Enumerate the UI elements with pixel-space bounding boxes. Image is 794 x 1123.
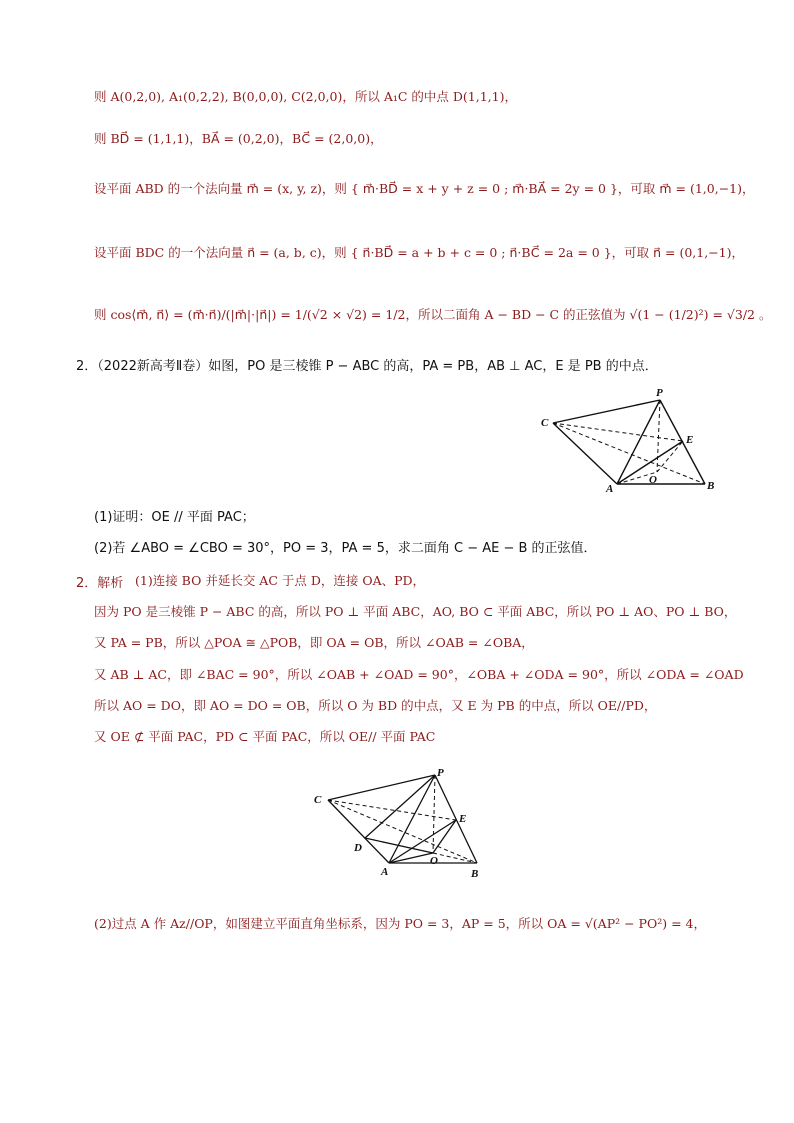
- solution2-line-4: 又 AB ⊥ AC，即 ∠BAC = 90°，所以 ∠OAB + ∠OAD = 90°，∠OBA + ∠ODA = 90°，所以 ∠ODA = ∠OAD: [94, 667, 744, 682]
- label-P: P: [437, 767, 444, 779]
- solution-line-4: 设平面 BDC 的一个法向量 n⃗ = (a, b, c)，则 { n⃗·BD⃗ = a + b + c = 0 ; n⃗·BC⃗ = 2a = 0 }，可取 n⃗ = (0,1,−1)，: [94, 245, 745, 260]
- dash-OE: [657, 441, 683, 472]
- edge-CA: [553, 423, 617, 484]
- dash-PO: [657, 400, 660, 472]
- solution2-line-6: 又 OE ⊄ 平面 PAC，PD ⊂ 平面 PAC，所以 OE// 平面 PAC: [94, 729, 436, 744]
- label-E: E: [686, 434, 694, 446]
- dash-CB: [553, 423, 705, 484]
- edge-AE: [389, 820, 456, 863]
- label-B: B: [471, 868, 479, 880]
- solution-line-1: 则 A(0,2,0), A₁(0,2,2), B(0,0,0), C(2,0,0)，所以 A₁C 的中点 D(1,1,1)，: [94, 89, 517, 104]
- edge-PA: [617, 400, 660, 484]
- solution-line-3: 设平面 ABD 的一个法向量 m⃗ = (x, y, z)，则 { m⃗·BD⃗ = x + y + z = 0 ; m⃗·BA⃗ = 2y = 0 }，可取 m⃗ = (1,0,−1)，: [94, 181, 755, 196]
- solution-line-5: 则 cos⟨m⃗, n⃗⟩ = (m⃗·n⃗)/(|m⃗|·|n⃗|) = 1/(√2 × √2) = 1/2，所以二面角 A − BD − C 的正弦值为 √(1 − (1/2)²) = √3/2 。: [94, 307, 772, 322]
- solution2-line-7: (2)过点 A 作 Az//OP，如图建立平面直角坐标系，因为 PO = 3，AP = 5，所以 OA = √(AP² − PO²) = 4，: [94, 916, 706, 931]
- edge-PB: [435, 775, 477, 863]
- solution2-line-1: (1)连接 BO 并延长交 AC 于点 D，连接 OA、PD，: [135, 573, 426, 588]
- pyramid-figure-2: [305, 765, 505, 885]
- pyramid-figure-1: [535, 385, 725, 495]
- question-2: (2)若 ∠ABO = ∠CBO = 30°，PO = 3，PA = 5，求二面角 C − AE − B 的正弦值．: [94, 541, 597, 556]
- label-E: E: [459, 813, 467, 825]
- dash-CE: [328, 800, 456, 820]
- question-1: (1)证明：OE // 平面 PAC；: [94, 510, 255, 525]
- edge-CP: [553, 400, 660, 423]
- label-P: P: [656, 387, 663, 399]
- solution2-line-3: 又 PA = PB，所以 △POA ≅ △POB，即 OA = OB，所以 ∠OAB = ∠OBA，: [94, 635, 534, 650]
- dash-OB: [433, 853, 477, 863]
- label-C: C: [541, 417, 549, 429]
- edge-OE: [433, 820, 456, 853]
- dash-CB: [328, 800, 477, 863]
- label-B: B: [707, 480, 715, 492]
- solution-heading: 2．解析: [76, 576, 124, 591]
- dash-PO: [433, 775, 435, 853]
- edge-DO: [365, 838, 433, 853]
- edge-CP: [328, 775, 435, 800]
- edge-PA: [389, 775, 435, 863]
- solution-line-2: 则 BD⃗ = (1,1,1)，BA⃗ = (0,2,0)，BC⃗ = (2,0,0)，: [94, 131, 383, 146]
- dash-CE: [553, 423, 683, 441]
- label-D: D: [354, 842, 362, 854]
- solution2-line-5: 所以 AO = DO，即 AO = DO = OB，所以 O 为 BD 的中点，又 E 为 PB 的中点，所以 OE//PD，: [94, 698, 657, 713]
- label-C: C: [314, 794, 322, 806]
- label-O: O: [430, 855, 438, 867]
- label-A: A: [381, 866, 389, 878]
- label-O: O: [649, 474, 657, 486]
- problem-statement: 2．（2022新高考Ⅱ卷）如图，PO 是三棱锥 P − ABC 的高，PA = PB，AB ⊥ AC，E 是 PB 的中点．: [76, 359, 658, 374]
- label-A: A: [606, 483, 614, 495]
- edge-PD: [365, 775, 435, 838]
- solution2-line-2: 因为 PO 是三棱锥 P − ABC 的高，所以 PO ⊥ 平面 ABC，AO, BO ⊂ 平面 ABC，所以 PO ⊥ AO、PO ⊥ BO，: [94, 604, 737, 619]
